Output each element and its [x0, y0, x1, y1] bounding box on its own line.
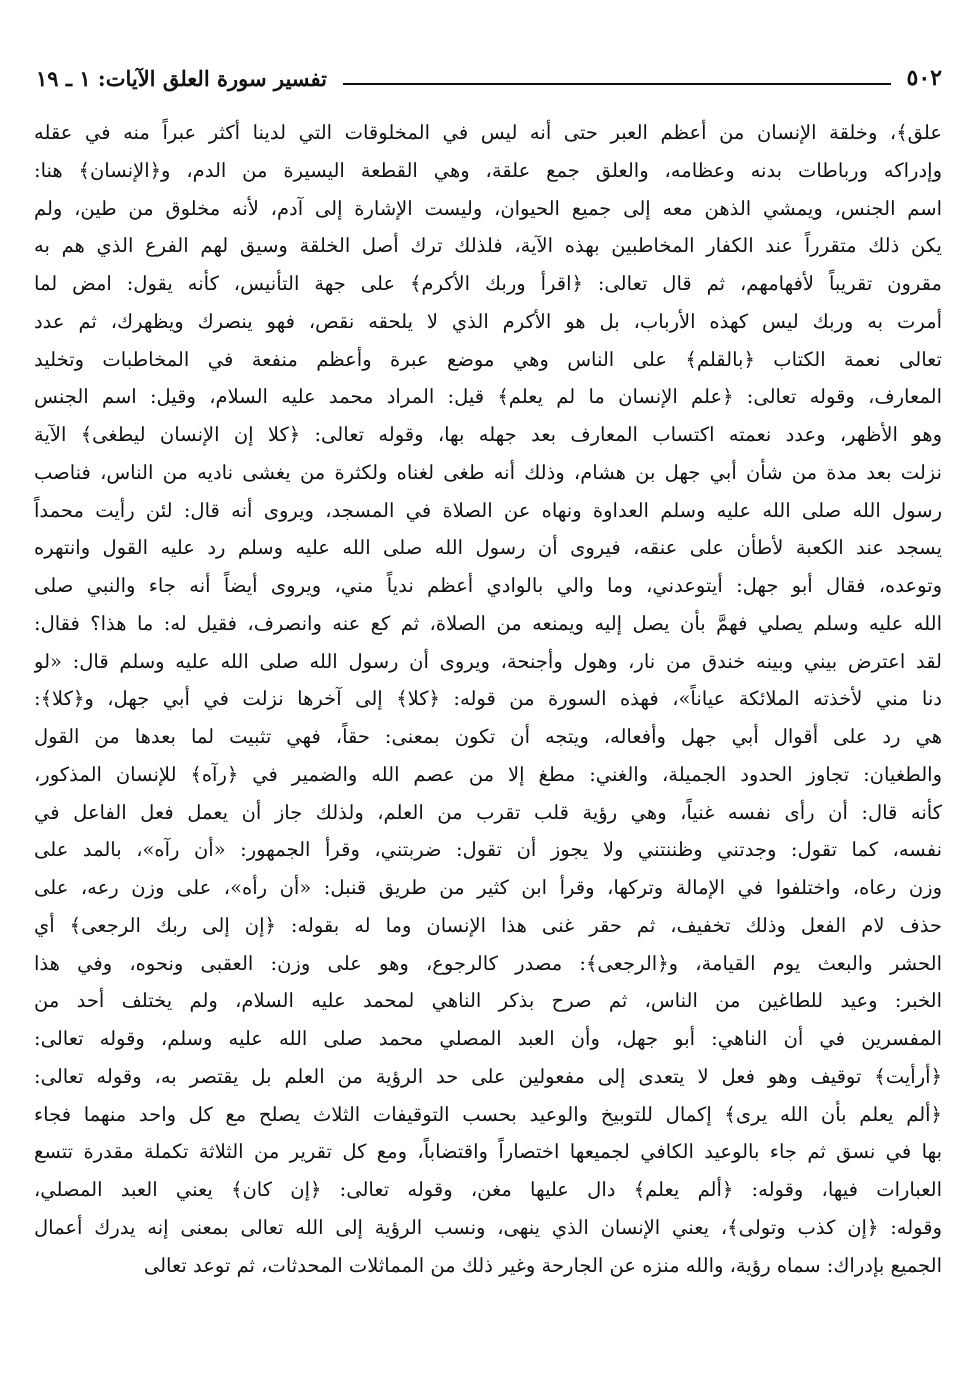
text-line: وقوله: ﴿إن كذب وتولى﴾، يعني الإنسان الذي ينهى، ونسب الرؤية إلى الله تعالى بمعنى إنه يدرك أعمال	[34, 1215, 942, 1239]
text-line: علق﴾، وخلقة الإنسان من أعظم العبر حتى أنه ليس في المخلوقات التي لدينا أكثر عبراً منه في عقله	[34, 121, 942, 144]
body-text	[34, 114, 942, 1284]
text-line: أمرت به وربك ليس كهذه الأرباب، بل هو الأكرم الذي لا يلحقه نقص، فهو ينصرك ويظهرك، ثم عدد	[34, 309, 942, 333]
text-line: وإدراكه ورباطات بدنه وعظامه، والعلق جمع علقة، وهي القطعة اليسيرة من الدم، و﴿الإنسان﴾ هنا:	[34, 158, 942, 182]
text-line: الجميع بإدراك: سماه رؤية، والله منزه عن الجارحة وغير ذلك من المماثلات المحدثات، ثم توعد تعالى	[143, 1253, 942, 1277]
text-line: والطغيان: تجاوز الحدود الجميلة، والغني: مطغ إلا من عصم الله والضمير في ﴿رآه﴾ للإنسان المذكور،	[34, 762, 942, 786]
text-line: بها في نسق ثم جاء بالوعيد الكافي لجميعها اختصاراً واقتضاباً، ومع كل تقرير من الثلاثة تكملة مقدرة تتسع	[34, 1140, 942, 1164]
text-line: ﴿أرأيت﴾ توقيف وهو فعل لا يتعدى إلى مفعولين على حد الرؤية من العلم بل يقتصر به، وقوله تعالى:	[34, 1064, 942, 1088]
text-line: كأنه قال: أن رأى نفسه غنياً، وهي رؤية قلب تقرب من العلم، ولذلك جاز أن يعمل فعل الفاعل في	[34, 800, 942, 824]
text-line: المعارف، وقوله تعالى: ﴿علم الإنسان ما لم يعلم﴾ قيل: المراد محمد عليه السلام، وقيل: اسم الجنس	[34, 385, 942, 409]
text-line: نفسه، كما تقول: وجدتني وظننتني ولا يجوز أن تقول: ضربتني، وقرأ الجمهور: «أن رآه»، بالمد على	[34, 838, 942, 862]
text-line: تعالى نعمة الكتاب ﴿بالقلم﴾ على الناس وهي موضع عبرة وأعظم منفعة في المخاطبات وتخليد	[34, 347, 942, 371]
text-line: ﴿ألم يعلم بأن الله يرى﴾ إكمال للتوبيخ والوعيد بحسب التوقيفات الثلاث يصلح مع كل واحد منهما فجاء	[34, 1102, 942, 1126]
text-line: وزن رعاه، واختلفوا في الإمالة وتركها، وقرأ ابن كثير من طريق قنبل: «أن رأه»، على وزن رعه، على	[34, 876, 942, 899]
text-line: لقد اعترض بيني وبينه خندق من نار، وهول وأجنحة، ويروى أن رسول الله صلى الله عليه وسلم قال: «لو	[34, 649, 942, 673]
text-line: الله عليه وسلم يصلي فهمَّ بأن يصل إليه ويمنعه من الصلاة، ثم كع عنه وانصرف، فقيل له: ما هذا؟ فقال:	[34, 611, 942, 635]
text-line: هي رد على أقوال أبي جهل وأفعاله، ويتجه أن تكون بمعنى: حقاً، فهي تثبيت لما بعدها من القول	[34, 725, 942, 748]
page-number: ٥٠٢	[906, 65, 942, 91]
text-line: مقرون تقريباً لأفهامهم، ثم قال تعالى: ﴿اقرأ وربك الأكرم﴾ على جهة التأنيس، كأنه يقول: امض لما	[34, 272, 942, 295]
text-line: يكن ذلك متقرراً عند الكفار المخاطبين بهذه الآية، فلذلك ترك أصل الخلقة وسيق لهم الفرع الذي هم به	[34, 234, 942, 258]
text-line: نزلت بعد مدة من شأن أبي جهل بن هشام، وذلك أنه طغى لغناه ولكثرة من يغشى ناديه من الناس، فناصب	[34, 460, 942, 484]
text-line: المفسرين في أن الناهي: أبو جهل، وأن العبد المصلي محمد صلى الله عليه وسلم، وقوله تعالى:	[34, 1027, 942, 1050]
text-line: وتوعده، فقال أبو جهل: أيتوعدني، وما والي بالوادي أعظم ندياً مني، ويروى أيضاً أنه جاء والنبي صلى	[34, 574, 942, 597]
page-header	[36, 58, 942, 98]
running-title: تفسير سورة العلق الآيات: ١ ـ ١٩	[36, 65, 327, 91]
text-line: الخبر: وعيد للطاغين من الناس، ثم صرح بذكر الناهي لمحمد عليه السلام، ولم يختلف أحد من	[34, 989, 942, 1013]
text-line: الحشر والبعث يوم القيامة، و﴿الرجعى﴾: مصدر كالرجوع، وهو على وزن: العقبى ونحوه، وفي هذا	[34, 951, 942, 975]
header-rule	[343, 83, 891, 85]
text-line: يسجد عند الكعبة لأطأن على عنقه، فيروى أن رسول الله صلى الله عليه وسلم رد عليه القول وانتهره	[34, 536, 942, 560]
text-line: اسم الجنس، ويمشي الذهن معه إلى جميع الحيوان، وليست الإشارة إلى آدم، لأنه مخلوق من طين، ولم	[34, 196, 942, 220]
text-line: العبارات فيها، وقوله: ﴿ألم يعلم﴾ دال عليها مغن، وقوله تعالى: ﴿إن كان﴾ يعني العبد المصلي،	[34, 1178, 942, 1201]
text-line: حذف لام الفعل وذلك تخفيف، ثم حقر غنى هذا الإنسان وما له بقوله: ﴿إن إلى ربك الرجعى﴾ أي	[34, 913, 942, 937]
text-line: وهو الأظهر، وعدد نعمته اكتساب المعارف بعد جهله بها، وقوله تعالى: ﴿كلا إن الإنسان ليطغى﴾ الآية	[34, 423, 942, 446]
text-line: رسول الله صلى الله عليه وسلم العداوة ونهاه عن الصلاة في المسجد، ويروى أنه قال: لئن رأيت محمداً	[34, 498, 942, 522]
text-line: دنا مني لأخذته الملائكة عياناً»، فهذه السورة من قوله: ﴿كلا﴾ إلى آخرها نزلت في أبي جهل، و﴿كلا﴾:	[34, 687, 942, 711]
